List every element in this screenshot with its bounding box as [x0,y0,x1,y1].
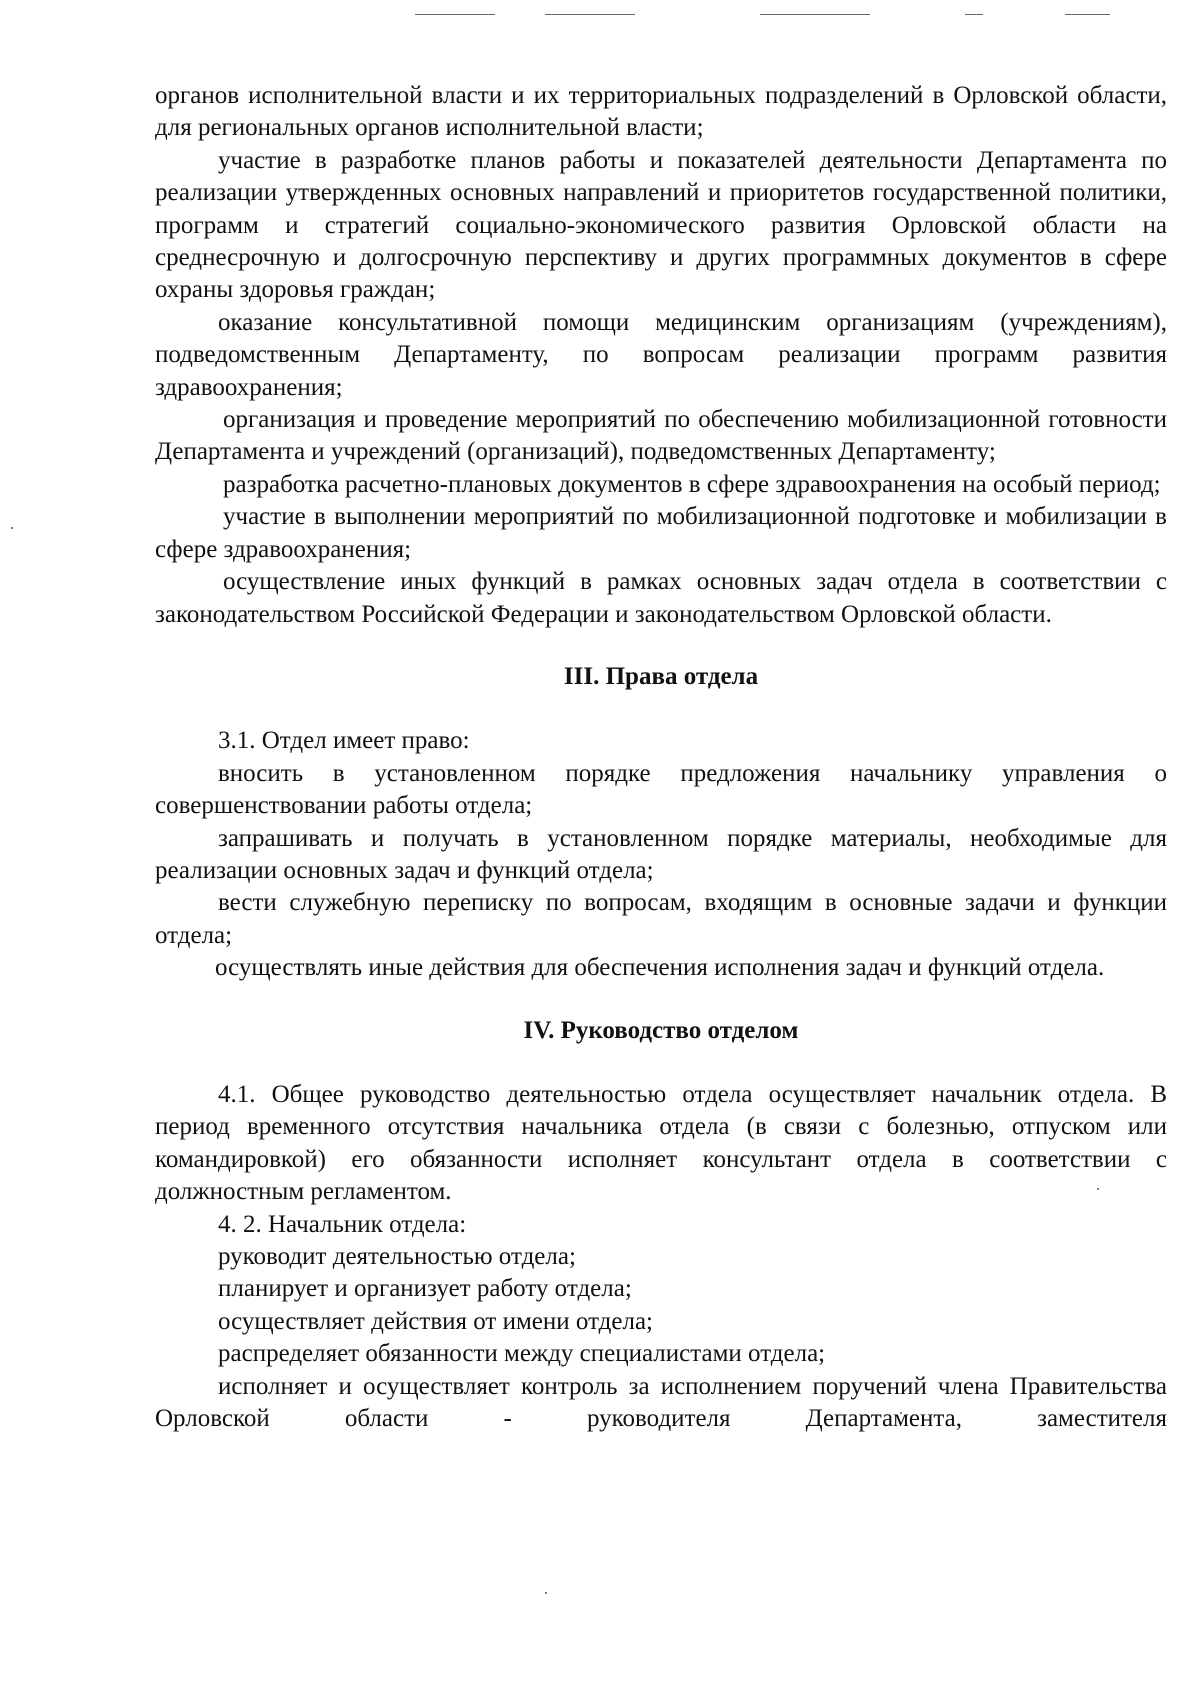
scan-speck [11,527,13,529]
scan-speck [545,1592,547,1594]
paragraph-other-functions: осуществление иных функций в рамках основных задач отдела в соответствии с законодательством Российской Федерации и законодательством Орловской области. [155,568,1167,628]
scan-artifact [760,14,870,15]
paragraph-head-plans: планирует и организует работу отдела; [218,1275,632,1303]
paragraph-management-general: 4.1. Общее руководство деятельностью отдела осуществляет начальник отдела. В период временного отсутствия начальника отдела (в связи с болезнью, отпуском или командировкой) его обязанности исполняет консультант отдела в соответствии с должностным регламентом. [155,1080,1167,1206]
paragraph-planning-documents: разработка расчетно-плановых документов в сфере здравоохранения на особый период; [223,470,1161,498]
paragraph-head-intro: 4. 2. Начальник отдела: [218,1210,467,1238]
paragraph-mobilization-measures: участие в выполнении мероприятий по мобилизационной подготовке и мобилизации в сфере здравоохранения; [155,503,1167,563]
paragraph-rights-proposals: вносить в установленном порядке предложения начальнику управления о совершенствовании работы отдела; [155,759,1167,820]
paragraph-head-acts: осуществляет действия от имени отдела; [218,1307,653,1335]
paragraph-rights-intro: 3.1. Отдел имеет право: [218,727,470,755]
paragraph-consulting: оказание консультативной помощи медицинским организациям (учреждениям), подведомственным Департаменту, по вопросам реализации программ развития здравоохранения; [155,308,1167,401]
section-heading-management: IV. Руководство отделом [523,1016,799,1044]
scan-artifact [545,14,635,15]
paragraph-head-manages: руководит деятельностью отдела; [218,1243,576,1270]
paragraph-head-executes: исполняет и осуществляет контроль за исполнением поручений члена Правительства Орловской области - руководителя Департамента, заместителя [155,1372,1167,1433]
paragraph-continuation: органов исполнительной власти и их территориальных подразделений в Орловской области, для региональных органов исполнительной власти; [155,82,1167,142]
scan-artifact [1065,14,1110,15]
paragraph-rights-request: запрашивать и получать в установленном порядке материалы, необходимые для реализации основных задач и функций отдела; [155,824,1167,884]
paragraph-participation-planning: участие в разработке планов работы и показателей деятельности Департамента по реализации утвержденных основных направлений и приоритетов государственной политики, программ и стратегий социально-экономического развития Орловской области на среднесрочную и долгосрочную перспективу и других программных документов в сфере охраны здоровья граждан; [155,146,1167,304]
paragraph-mobilization-readiness: организация и проведение мероприятий по обеспечению мобилизационной готовности Департамента и учреждений (организаций), подведомственных Департаменту; [155,406,1167,466]
scan-artifact [415,14,495,15]
paragraph-head-distributes: распределяет обязанности между специалистами отдела; [218,1340,826,1368]
section-heading-rights: III. Права отдела [563,662,759,690]
paragraph-rights-correspondence: вести служебную переписку по вопросам, входящим в основные задачи и функции отдела; [155,889,1167,949]
paragraph-rights-other: осуществлять иные действия для обеспечения исполнения задач и функций отдела. [215,954,1105,982]
scan-artifact [965,14,983,15]
document-body [155,80,1167,1435]
